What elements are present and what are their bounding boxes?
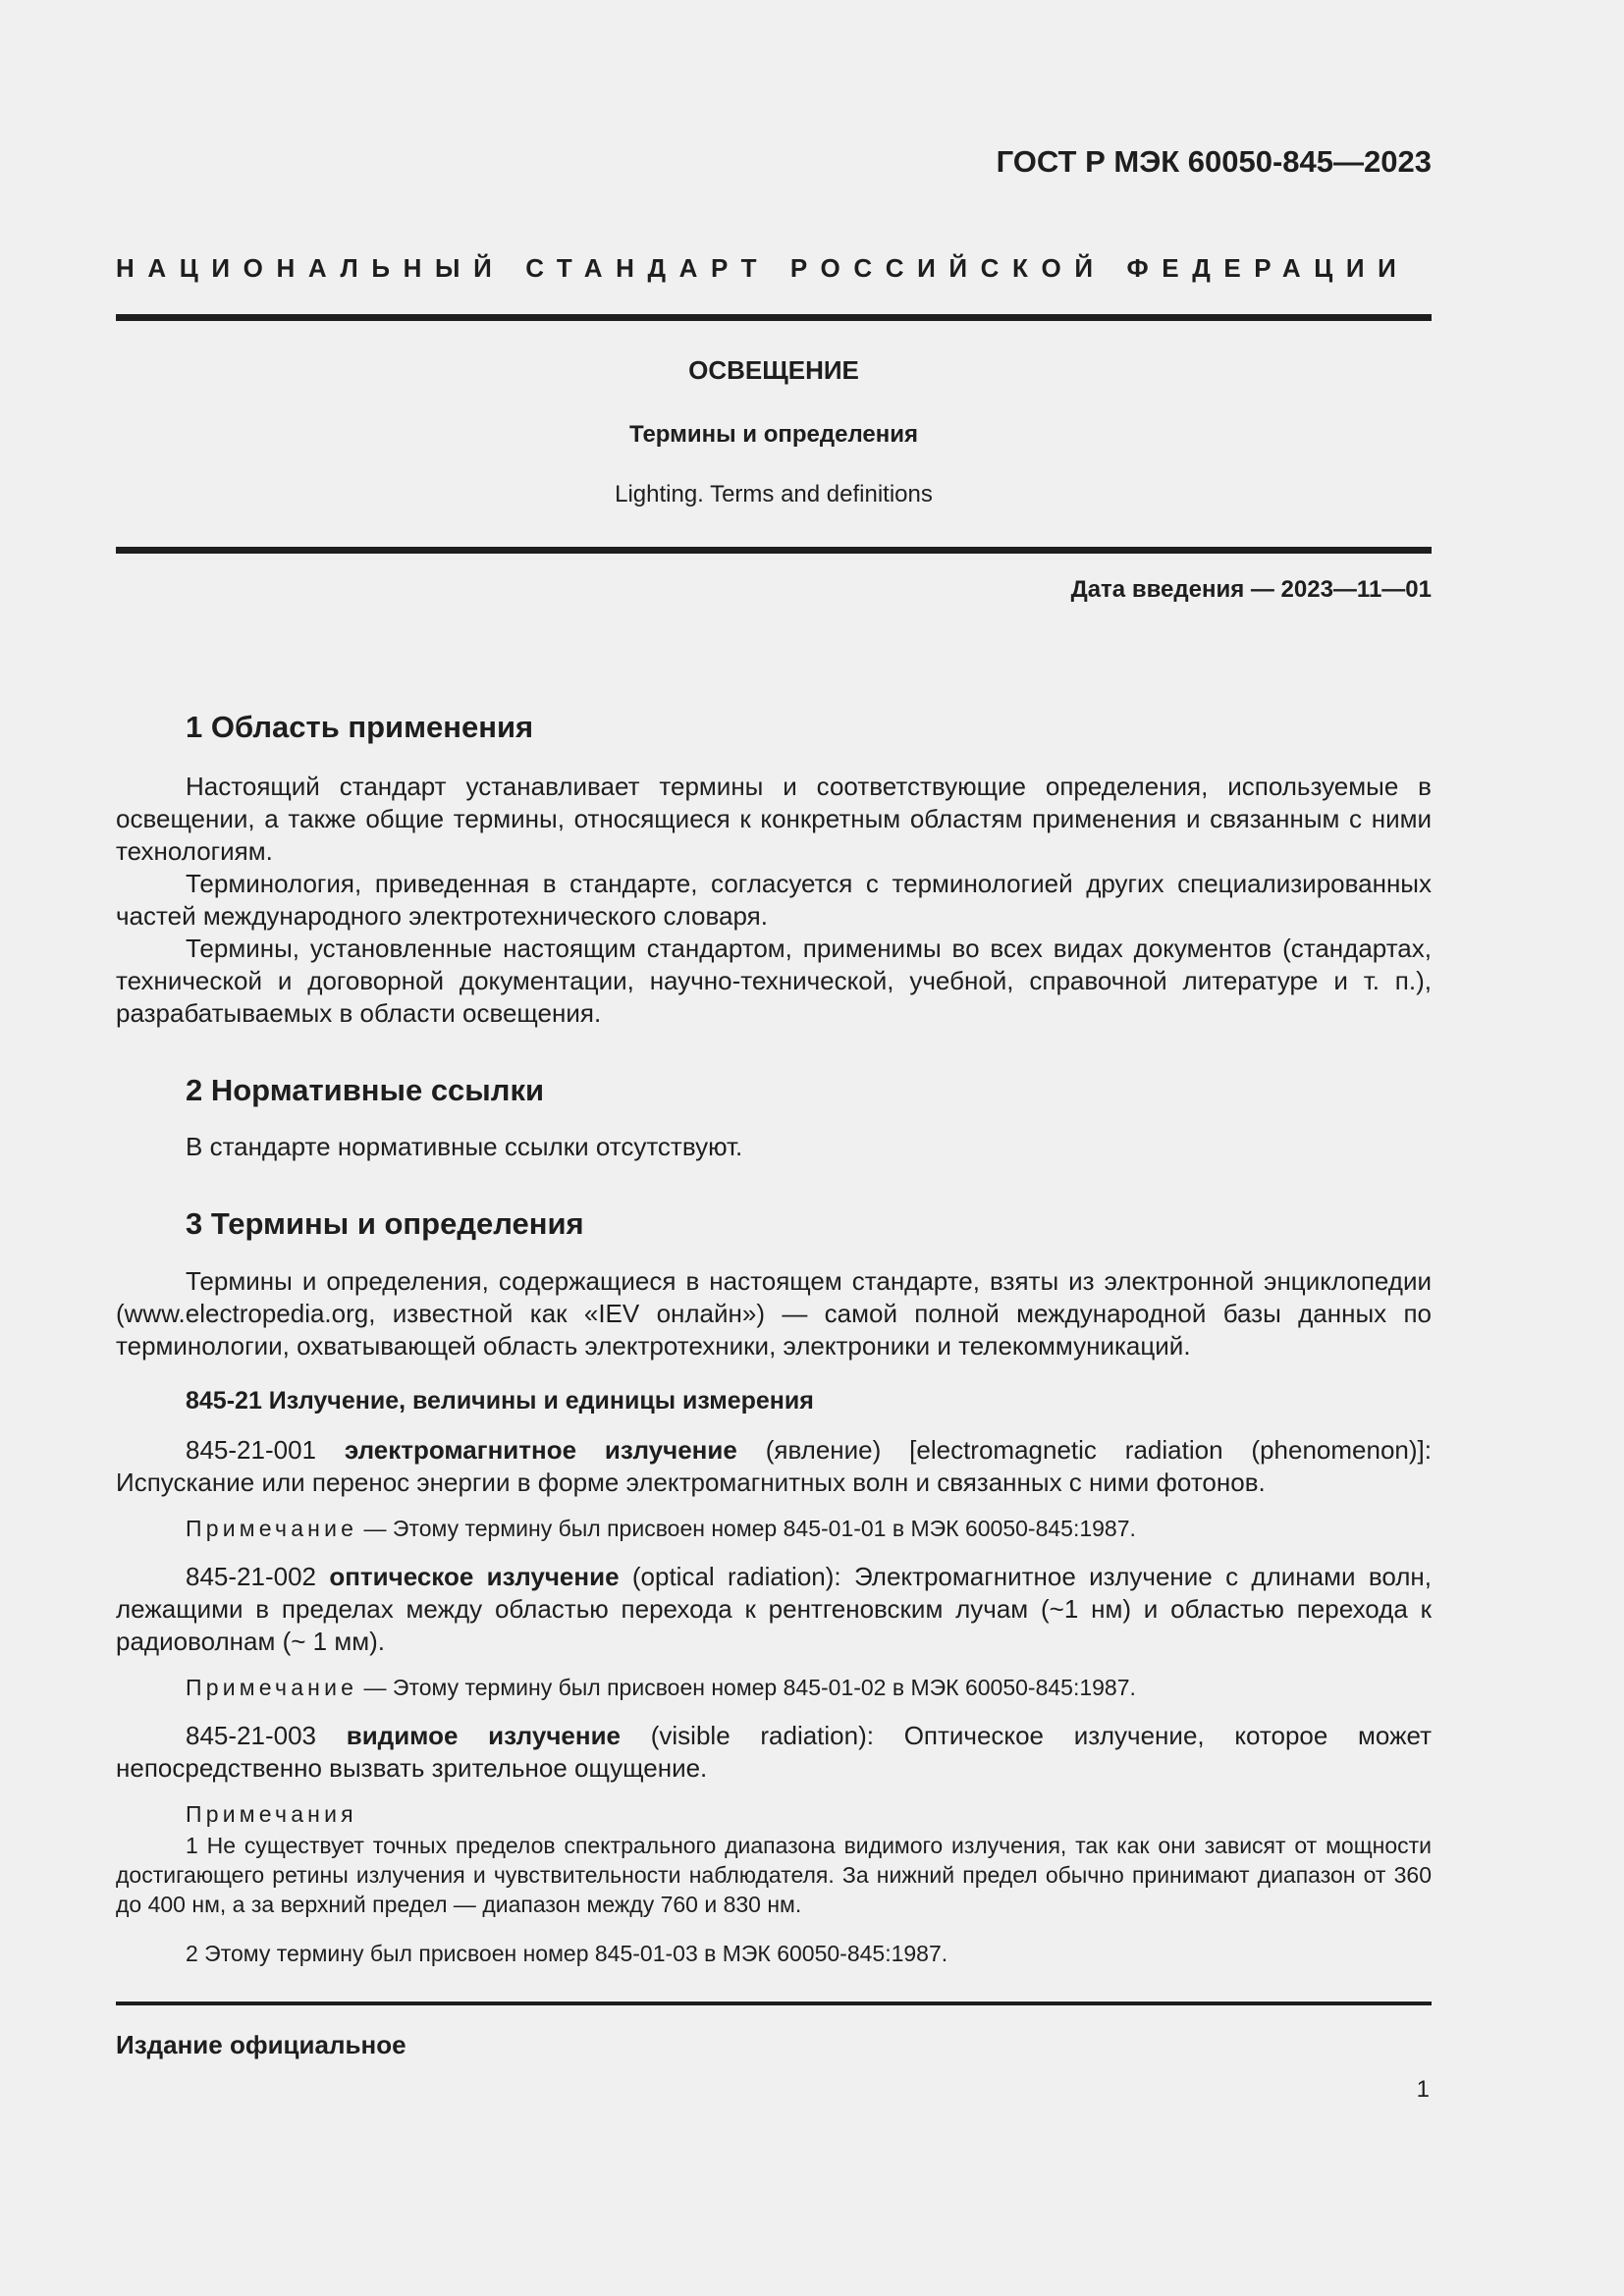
note-label: Примечание (186, 1675, 358, 1700)
term-1-note (186, 1516, 1136, 1542)
document-subtitle-english: Lighting. Terms and definitions (615, 481, 933, 507)
term-3-notes-label (186, 1801, 357, 1828)
notes-label: Примечания (186, 1801, 357, 1827)
section-3-heading: 3 Термины и определения (186, 1206, 584, 1241)
top-rule (116, 314, 1432, 321)
official-edition-label: Издание официальное (116, 2030, 406, 2059)
note-text: — Этому термину был присвоен номер 845-01-01 в МЭК 60050-845:1987. (357, 1516, 1136, 1541)
term-3-note-1: 1 Не существует точных пределов спектрального диапазона видимого излучения, так как они зависят от мощности достигающего ретины излучения и чувствительности наблюдателя. За нижний предел обычно принимают диапазон от 360 до 400 нм, а за верхний предел — диапазон между 760 и 830 нм. (116, 1833, 1432, 1917)
section-1-paragraph-2: Терминология, приведенная в стандарте, согласуется с терминологией других специализированных частей международного электротехнического словаря. (116, 869, 1432, 931)
note-label: Примечание (186, 1516, 358, 1541)
term-3-note-2: 2 Этому термину был присвоен номер 845-01-03 в МЭК 60050-845:1987. (186, 1941, 948, 1966)
note-text: — Этому термину был присвоен номер 845-01-02 в МЭК 60050-845:1987. (357, 1675, 1136, 1700)
page-number: 1 (1416, 2076, 1430, 2103)
term-number: 845-21-002 (186, 1562, 316, 1591)
section-1-paragraph-1: Настоящий стандарт устанавливает термины и соответствующие определения, используемые в освещении, а также общие термины, относящиеся к конкретным областям применения и связанным с ними технологиям. (116, 772, 1432, 866)
term-845-21-001 (116, 1434, 1432, 1499)
section-3-paragraph-1: Термины и определения, содержащиеся в настоящем стандарте, взяты из электронной энциклопедии (www.electropedia.org, известной как «IEV онлайн») — самой полной международной базы данных по терминологии, охватывающей область электротехники, электроники и телекоммуникаций. (116, 1266, 1432, 1361)
section-1-paragraph-3: Термины, установленные настоящим стандартом, применимы во всех видах документов (стандартах, технической и договорной документации, научно-технической, учебной, справочной литературе и т. п.), разрабатываемых в области освещения. (116, 934, 1432, 1028)
document-subtitle: Термины и определения (628, 421, 919, 448)
document-title: ОСВЕЩЕНИЕ (688, 355, 859, 385)
term-2-note (186, 1675, 1136, 1701)
term-number: 845-21-003 (186, 1721, 316, 1750)
standard-number: ГОСТ Р МЭК 60050-845—2023 (996, 144, 1432, 179)
section-2-paragraph-1: В стандарте нормативные ссылки отсутствуют. (186, 1132, 743, 1161)
term-definition: (явление) [electromagnetic radiation (phenomenon)]: Испускание или перенос энергии в форме электромагнитных волн и связанных с ними фотонов. (116, 1435, 1432, 1497)
title-bottom-rule (116, 547, 1432, 554)
term-definition: (optical radiation): Электромагнитное излучение с длинами волн, лежащими в пределах между областью перехода к рентгеновским лучам (~1 нм) и областью перехода к радиоволнам (~ 1 мм). (116, 1562, 1432, 1656)
subsection-845-21-heading: 845-21 Излучение, величины и единицы измерения (186, 1387, 814, 1415)
term-name: электромагнитное излучение (344, 1435, 737, 1465)
footer-rule (116, 2002, 1432, 2005)
term-845-21-002 (116, 1561, 1432, 1658)
section-1-heading: 1 Область применения (186, 710, 534, 744)
national-standard-heading: НАЦИОНАЛЬНЫЙ СТАНДАРТ РОССИЙСКОЙ ФЕДЕРАЦИИ (116, 253, 1410, 283)
term-845-21-003 (116, 1720, 1432, 1785)
term-number: 845-21-001 (186, 1435, 316, 1465)
effective-date: Дата введения — 2023—11—01 (1070, 576, 1432, 603)
term-name: видимое излучение (346, 1721, 622, 1750)
section-2-heading: 2 Нормативные ссылки (186, 1073, 545, 1107)
term-name: оптическое излучение (329, 1562, 620, 1591)
term-definition: (visible radiation): Оптическое излучение, которое может непосредственно вызвать зрительное ощущение. (116, 1721, 1432, 1783)
